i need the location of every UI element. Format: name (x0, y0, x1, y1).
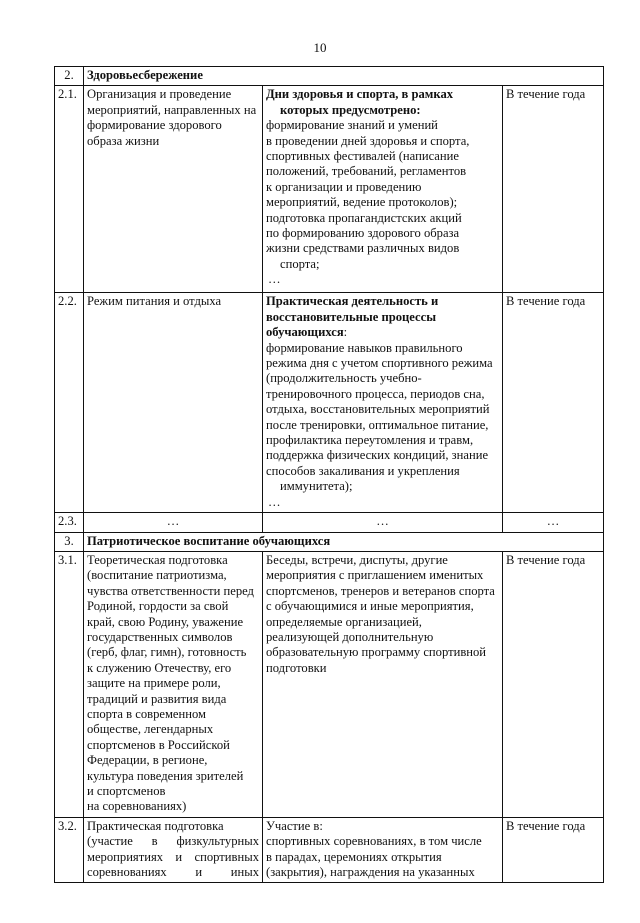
activity-name: Организация и проведение мероприятий, направленных на формирование здорового образа жизни (84, 86, 263, 293)
row-number: 2.3. (55, 513, 84, 532)
section-number: 2. (55, 67, 84, 86)
table-row (55, 817, 604, 883)
term: В течение года (503, 86, 604, 293)
activity-content: Дни здоровья и спорта, в рамках которых предусмотрено: формирование знаний и умений в проведении дней здоровья и спорта, спортивных фестивалей (написание положений, требований, регламентов к организации и проведению мероприятий, ведение протоколов); подготовка пропагандистских акций по формированию здорового образа жизни средствами различных видов спорта; … (263, 86, 503, 293)
activity-name: Режим питания и отдыха (84, 293, 263, 513)
activity-content: Участие в: спортивных соревнованиях, в том числе в парадах, церемониях открытия (закрытия), награждения на указанных (263, 817, 503, 883)
activity-name: Практическая подготовка (участие в физкультурных мероприятиях и спортивных соревнованиях и иных (84, 817, 263, 883)
activity-content: Практическая деятельность и восстановительные процессы обучающихся: формирование навыков правильного режима дня с учетом спортивного режима (продолжительность учебно- тренировочного процесса, периодов сна, отдыха, восстановительных мероприятий после тренировки, оптимальное питание, профилактика переутомления и травм, поддержка физических кондиций, знание способов закаливания и укрепления иммунитета); … (263, 293, 503, 513)
section-row (55, 67, 604, 86)
row-number: 3.1. (55, 551, 84, 817)
plan-table (54, 66, 604, 883)
activity-content: Беседы, встречи, диспуты, другие мероприятия с приглашением именитых спортсменов, тренеров и ветеранов спорта с обучающимися и иные мероприятия, определяемые организацией, реализующей дополнительную образовательную программу спортивной подготовки (263, 551, 503, 817)
activity-name: … (84, 513, 263, 532)
term: В течение года (503, 817, 604, 883)
term: В течение года (503, 293, 604, 513)
table-row (55, 513, 604, 532)
row-number: 2.1. (55, 86, 84, 293)
row-number: 3.2. (55, 817, 84, 883)
section-row (55, 532, 604, 551)
table-row (55, 551, 604, 817)
row-number: 2.2. (55, 293, 84, 513)
term: В течение года (503, 551, 604, 817)
page-number: 10 (313, 40, 327, 55)
term: … (503, 513, 604, 532)
section-title: Патриотическое воспитание обучающихся (84, 532, 604, 551)
table-row (55, 293, 604, 513)
section-number: 3. (55, 532, 84, 551)
table-row (55, 86, 604, 293)
activity-name: Теоретическая подготовка (воспитание патриотизма, чувства ответственности перед Родиной, гордости за свой край, свою Родину, уважение государственных символов (герб, флаг, гимн), готовность к служению Отечеству, его защите на примере роли, традиций и развития вида спорта в современном обществе, легендарных спортсменов в Российской Федерации, в регионе, культура поведения зрителей и спортсменов на соревнованиях) (84, 551, 263, 817)
section-title: Здоровьесбережение (84, 67, 604, 86)
activity-content: … (263, 513, 503, 532)
